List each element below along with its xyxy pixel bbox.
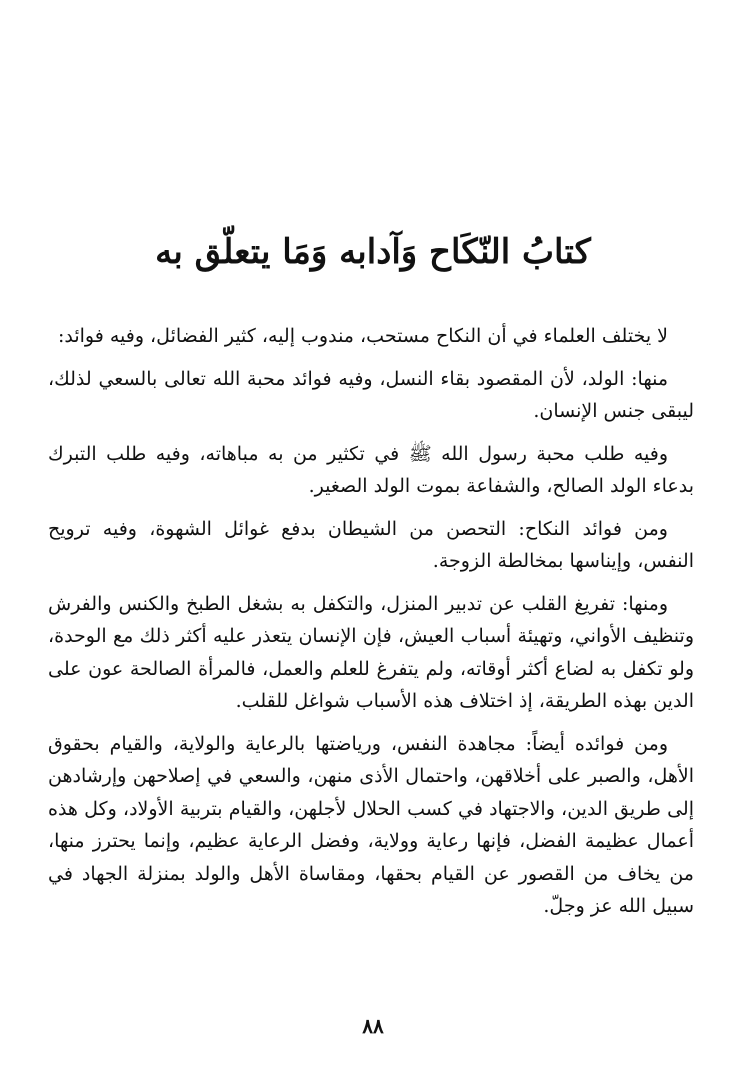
chapter-title: كتابُ النّكَاح وَآدابه وَمَا يتعلّق به — [155, 232, 591, 272]
paragraph-intro: لا يختلف العلماء في أن النكاح مستحب، مندوب إليه، كثير الفضائل، وفيه فوائد: — [57, 325, 668, 347]
paragraph-prophet-love: وفيه طلب محبة رسول الله ﷺ في تكثير من به مباهاته، وفيه طلب التبرك بدعاء الولد الصالح، والشفاعة بموت الولد الصغير. — [48, 442, 694, 497]
page-number: ٨٨ — [362, 1014, 384, 1038]
paragraph-household: ومنها: تفريغ القلب عن تدبير المنزل، والتكفل به بشغل الطبخ والكنس والفرش وتنظيف الأواني، وتهيئة أسباب العيش، فإن الإنسان يتعذر عليه أكثر ذلك مع الوحدة، ولو تكفل به لضاع أكثر أوقاته، ولم يتفرغ للعلم والعمل، فالمرأة الصالحة عون على الدين بهذه الطريقة، إذ اختلاف هذه الأسباب شواغل للقلب. — [48, 592, 694, 712]
paragraph-offspring: منها: الولد، لأن المقصود بقاء النسل، وفيه فوائد محبة الله تعالى بالسعي لذلك، ليبقى جنس الإنسان. — [48, 367, 694, 422]
body-text — [48, 320, 694, 923]
paragraph-self-discipline: ومن فوائده أيضاً: مجاهدة النفس، ورياضتها بالرعاية والولاية، والقيام بحقوق الأهل، والصبر على أخلاقهن، واحتمال الأذى منهن، والسعي في إصلاحهن وإرشادهن إلى طريق الدين، والاجتهاد في كسب الحلال لأجلهن، والقيام بتربية الأولاد، وكل هذه أعمال عظيمة الفضل، فإنها رعاية وولاية، وفضل الرعاية عظيم، وإنما يحترز منها، من يخاف من القصور عن القيام بحقها، ومقاساة الأهل والولد بمنزلة الجهاد في سبيل الله عز وجلّ. — [48, 732, 694, 917]
paragraph-protection: ومن فوائد النكاح: التحصن من الشيطان بدفع غوائل الشهوة، وفيه ترويح النفس، وإيناسها بمخالطة الزوجة. — [48, 517, 694, 572]
